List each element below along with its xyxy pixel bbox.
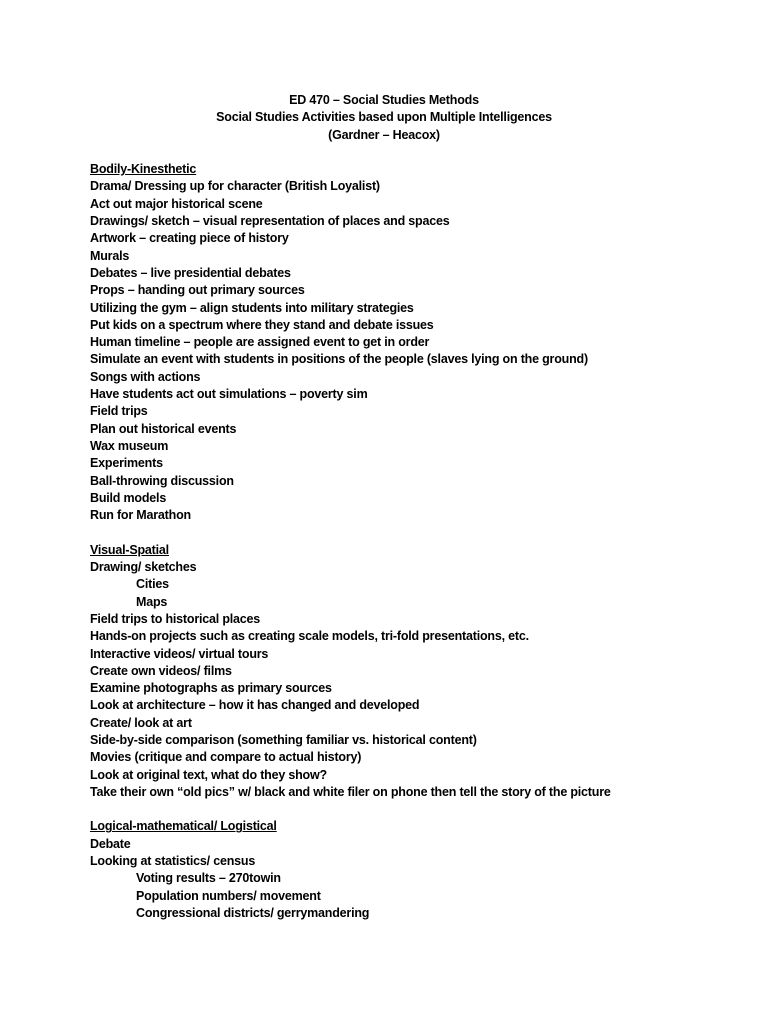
list-item: Build models [90, 490, 167, 505]
list-item: Examine photographs as primary sources [90, 681, 332, 696]
list-item: Take their own “old pics” w/ black and white filer on phone then tell the story of the picture [90, 784, 611, 799]
list-item: Field trips [90, 404, 148, 419]
list-item: Artwork – creating piece of history [90, 231, 289, 246]
list-item: Side-by-side comparison (something familiar vs. historical content) [90, 732, 477, 747]
sections-container [90, 161, 730, 922]
list-item: Looking at statistics/ census [90, 854, 256, 869]
section-heading: Visual-Spatial [90, 542, 169, 557]
list-item: Put kids on a spectrum where they stand and debate issues [90, 317, 434, 332]
list-item: Interactive videos/ virtual tours [90, 646, 269, 661]
list-item: Create own videos/ films [90, 663, 232, 678]
list-item: Props – handing out primary sources [90, 283, 305, 298]
list-item: Wax museum [90, 438, 169, 453]
list-item: Act out major historical scene [90, 196, 263, 211]
course-title: ED 470 – Social Studies Methods [289, 93, 479, 107]
list-item: Plan out historical events [90, 421, 237, 436]
list-item: Experiments [90, 456, 163, 471]
list-item: Human timeline – people are assigned event to get in order [90, 335, 430, 350]
document-subtitle: (Gardner – Heacox) [328, 127, 440, 142]
sub-list-item: Cities [136, 577, 169, 592]
list-item: Songs with actions [90, 369, 201, 384]
list-item: Field trips to historical places [90, 611, 261, 626]
list-item: Look at architecture – how it has changed and developed [90, 698, 420, 713]
sub-list-item: Maps [136, 594, 168, 609]
document-page [90, 92, 730, 922]
list-item: Ball-throwing discussion [90, 473, 234, 488]
sub-list-item: Population numbers/ movement [136, 888, 321, 903]
sub-list-item: Voting results – 270towin [136, 871, 281, 886]
list-item: Run for Marathon [90, 508, 191, 523]
list-item: Hands-on projects such as creating scale models, tri-fold presentations, etc. [90, 629, 529, 644]
list-item: Drama/ Dressing up for character (British Loyalist) [90, 179, 380, 194]
sub-list-item: Congressional districts/ gerrymandering [136, 905, 370, 920]
list-item: Drawings/ sketch – visual representation of places and spaces [90, 214, 450, 229]
list-item: Debates – live presidential debates [90, 265, 291, 280]
section-heading: Logical-mathematical/ Logistical [90, 819, 277, 834]
list-item: Debate [90, 836, 131, 851]
section-heading: Bodily-Kinesthetic [90, 162, 197, 177]
section-bodily-kinesthetic [90, 161, 730, 524]
list-item: Murals [90, 248, 130, 263]
list-item: Movies (critique and compare to actual history) [90, 750, 362, 765]
list-item: Drawing/ sketches [90, 560, 197, 575]
document-header [90, 92, 678, 144]
section-logical-mathematical-logistical [90, 818, 730, 922]
list-item: Utilizing the gym – align students into military strategies [90, 300, 414, 315]
list-item: Look at original text, what do they show? [90, 767, 327, 782]
document-title: Social Studies Activities based upon Multiple Intelligences [216, 110, 552, 125]
list-item: Create/ look at art [90, 715, 192, 730]
section-visual-spatial [90, 542, 730, 801]
list-item: Have students act out simulations – poverty sim [90, 387, 368, 402]
list-item: Simulate an event with students in positions of the people (slaves lying on the ground) [90, 352, 588, 367]
